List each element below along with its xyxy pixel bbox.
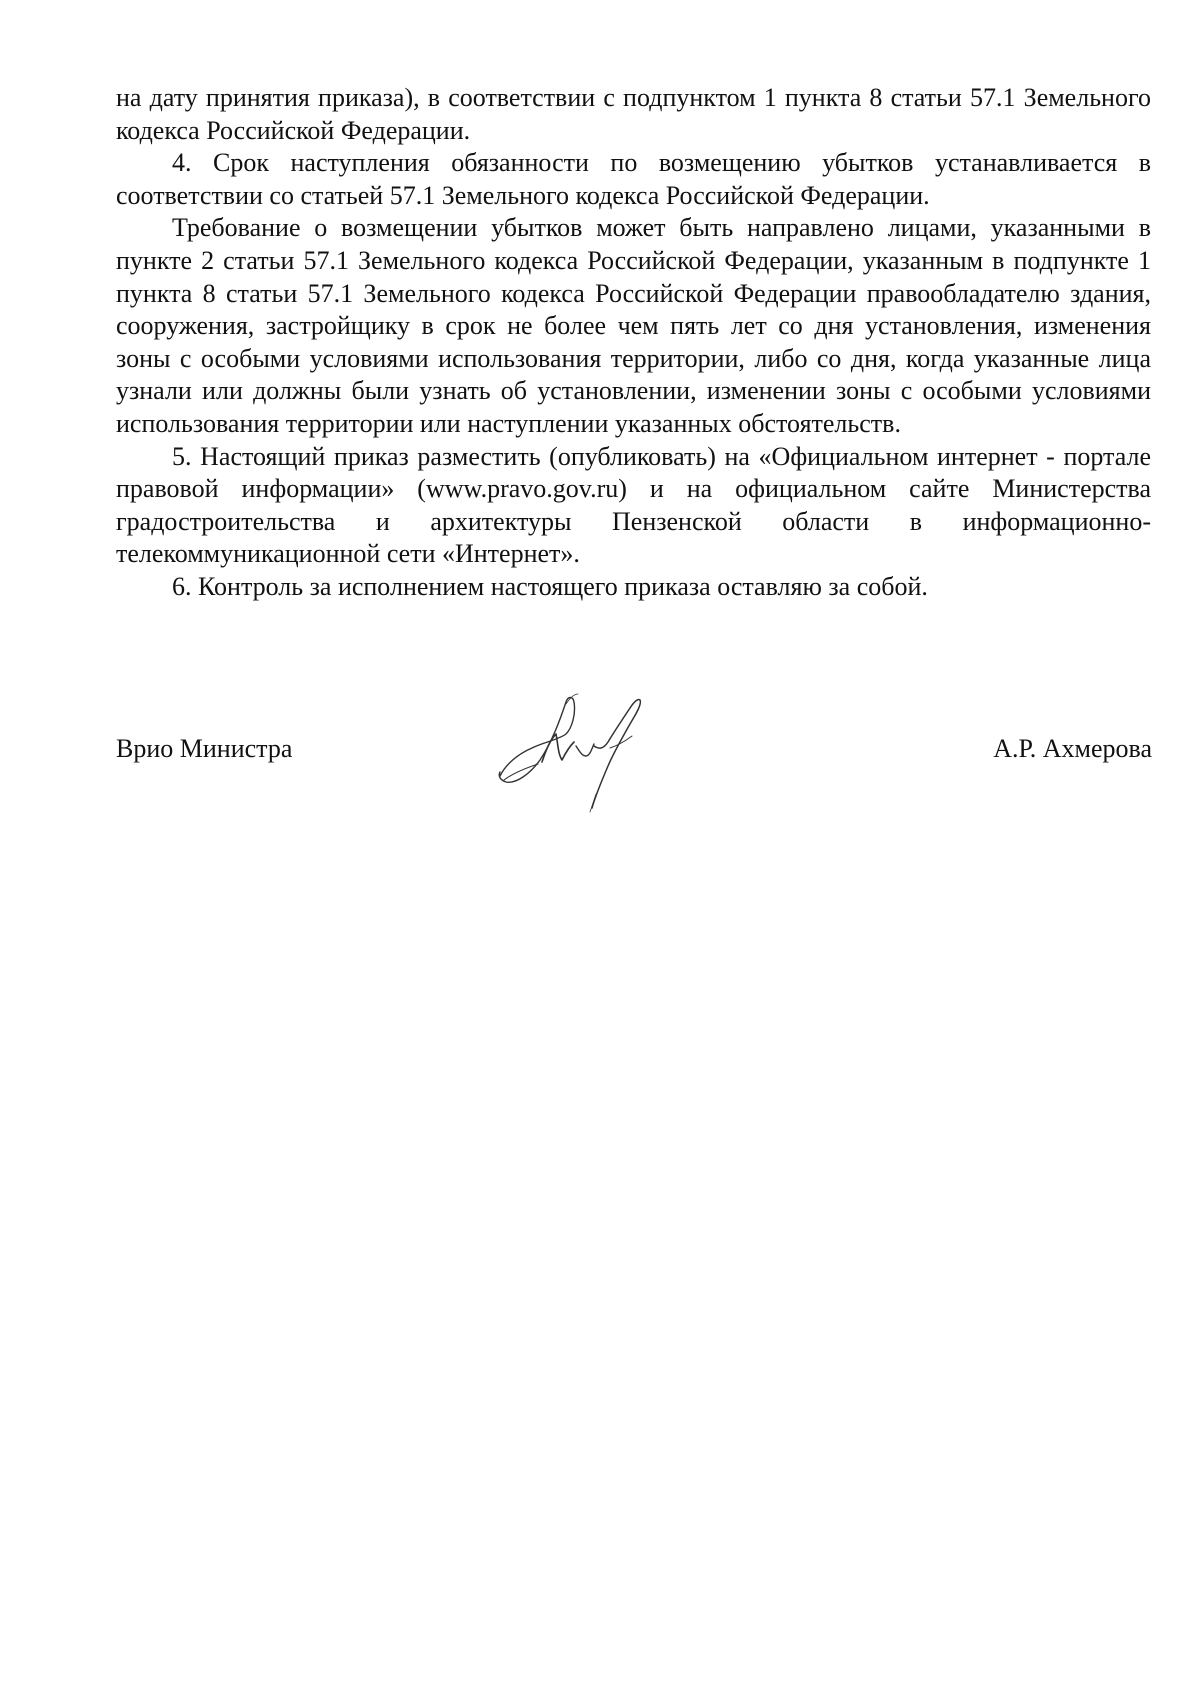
document-body [116,82,1151,604]
paragraph-item-4: 4. Срок наступления обязанности по возмещению убытков устанавливается в соответствии со статьей 57.1 Земельного кодекса Российской Федерации. [116,148,1151,210]
signature-block [116,734,1152,774]
paragraph-claim-requirement: Требование о возмещении убытков может быть направлено лицами, указанными в пункте 2 статьи 57.1 Земельного кодекса Российской Федерации, указанным в подпункте 1 пункта 8 статьи 57.1 Земельного кодекса Российской Федерации правообладателю здания, сооружения, застройщику в срок не более чем пять лет со дня установления, изменения зоны с особыми условиями использования территории, либо со дня, когда указанные лица узнали или должны были узнать об установлении, изменении зоны с особыми условиями использования территории или наступлении указанных обстоятельств. [116,213,1151,438]
paragraph-item-5: 5. Настоящий приказ разместить (опубликовать) на «Официальном интернет - портале правовой информации» (www.pravo.gov.ru) и на официальном сайте Министерства градостроительства и архитектуры Пензенской области в информационно-телекоммуникационной сети «Интернет». [116,441,1151,569]
signatory-title: Врио Министра [116,734,293,763]
paragraph-item-6: 6. Контроль за исполнением настоящего приказа оставляю за собой. [172,571,928,601]
paragraph-continuation: на дату принятия приказа), в соответствии с подпунктом 1 пункта 8 статьи 57.1 Земельного кодекса Российской Федерации. [116,83,1151,145]
signatory-name: А.Р. Ахмерова [993,734,1152,763]
